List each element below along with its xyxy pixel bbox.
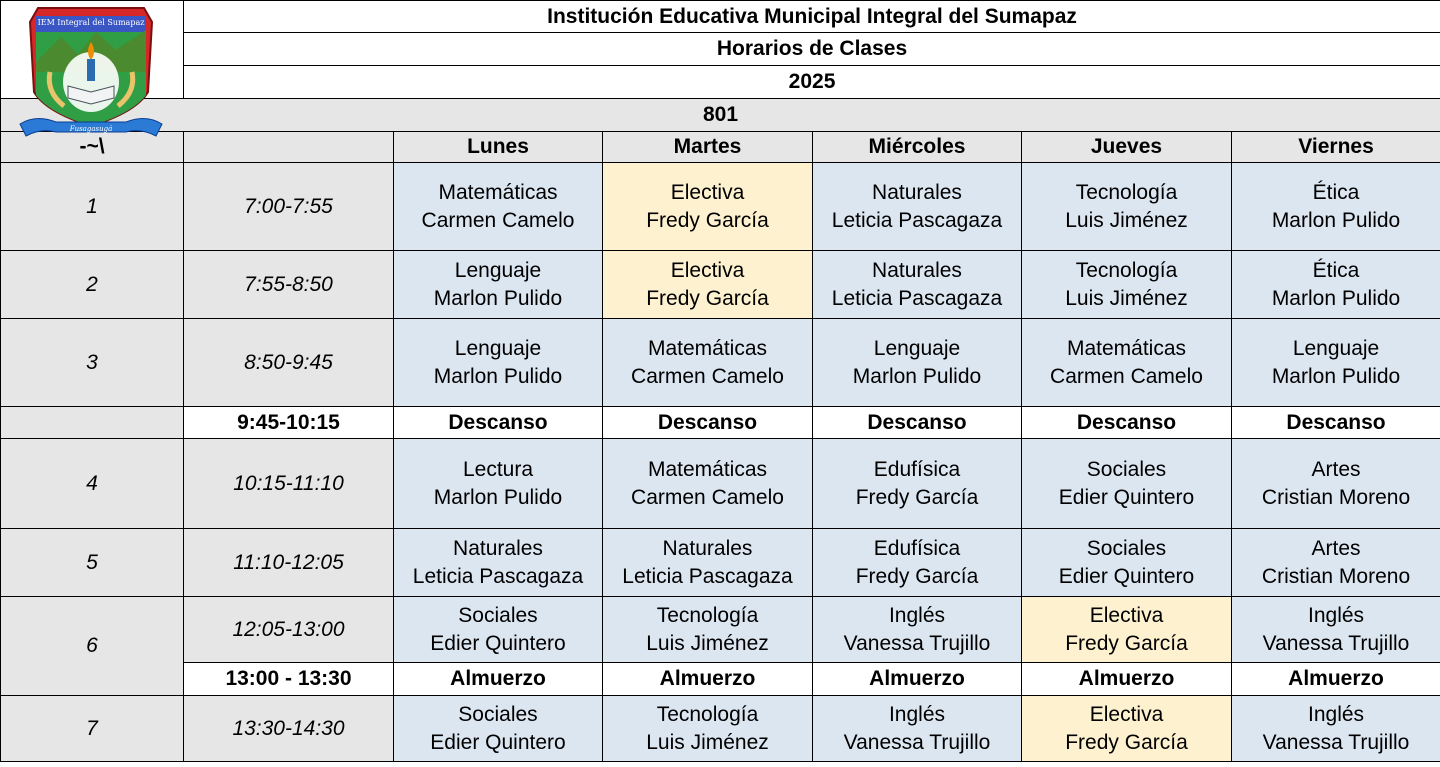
teacher: Luis Jiménez	[646, 730, 769, 754]
subject: Matemáticas	[1066, 336, 1187, 360]
day-header: Jueves	[1022, 132, 1232, 163]
period-number: 2	[1, 251, 184, 319]
subject: Electiva	[670, 258, 745, 282]
break-number-cell	[1, 407, 184, 439]
class-cell	[1232, 163, 1440, 251]
class-cell	[603, 696, 813, 762]
class-cell	[813, 319, 1022, 407]
teacher: Carmen Camelo	[631, 364, 784, 388]
day-header-row	[1, 132, 1440, 163]
teacher: Fredy García	[855, 485, 979, 509]
teacher: Carmen Camelo	[631, 485, 784, 509]
class-cell	[1232, 597, 1440, 663]
subject: Sociales	[1086, 536, 1167, 560]
subject: Sociales	[1086, 457, 1167, 481]
teacher: Vanessa Trujillo	[1262, 631, 1410, 655]
teacher: Edier Quintero	[1058, 485, 1195, 509]
logo-top-text: IEM Integral del Sumapaz	[37, 18, 145, 27]
period-number: 4	[1, 439, 184, 529]
break-time: 9:45-10:15	[184, 407, 394, 439]
period-time: 7:00-7:55	[184, 163, 394, 251]
class-cell	[813, 439, 1022, 529]
period-row	[1, 439, 1440, 529]
class-cell	[394, 163, 603, 251]
teacher: Leticia Pascagaza	[831, 208, 1003, 232]
class-cell	[1232, 439, 1440, 529]
subject: Ética	[1312, 180, 1360, 204]
subject: Artes	[1311, 536, 1361, 560]
lunch-row	[1, 663, 1440, 696]
class-cell	[1022, 439, 1232, 529]
period-number: 3	[1, 319, 184, 407]
subject: Matemáticas	[438, 180, 558, 204]
subject: Inglés	[888, 603, 946, 627]
period-row	[1, 597, 1440, 663]
class-cell	[1232, 319, 1440, 407]
class-cell	[813, 163, 1022, 251]
schedule-subtitle: Horarios de Clases	[184, 33, 1440, 66]
teacher: Fredy García	[1065, 730, 1188, 754]
subject: Electiva	[670, 180, 745, 204]
time-header-cell	[184, 132, 394, 163]
corner-cell: -~\	[1, 132, 184, 163]
teacher: Marlon Pulido	[433, 485, 563, 509]
lunch-label: Almuerzo	[1232, 663, 1440, 696]
class-cell	[394, 319, 603, 407]
subject: Tecnología	[656, 702, 759, 726]
subject: Lenguaje	[454, 258, 542, 282]
subject: Inglés	[1308, 603, 1365, 627]
class-cell	[1232, 696, 1440, 762]
subject: Electiva	[1089, 702, 1164, 726]
teacher: Cristian Moreno	[1261, 564, 1411, 588]
teacher: Carmen Camelo	[421, 208, 575, 232]
teacher: Marlon Pulido	[1271, 208, 1401, 232]
class-cell	[394, 597, 603, 663]
school-crest-logo	[16, 2, 166, 139]
teacher: Vanessa Trujillo	[843, 730, 991, 754]
period-row	[1, 163, 1440, 251]
teacher: Vanessa Trujillo	[1262, 730, 1410, 754]
class-cell	[813, 529, 1022, 597]
day-header: Miércoles	[813, 132, 1022, 163]
period-row	[1, 696, 1440, 762]
teacher: Fredy García	[646, 286, 769, 310]
subject: Naturales	[872, 180, 962, 204]
subject: Lenguaje	[1292, 336, 1380, 360]
teacher: Edier Quintero	[430, 730, 566, 754]
teacher: Marlon Pulido	[1271, 286, 1401, 310]
group-label: 801	[1, 99, 1440, 132]
period-time: 8:50-9:45	[184, 319, 394, 407]
subject: Artes	[1311, 457, 1361, 481]
class-cell	[603, 597, 813, 663]
class-cell	[603, 319, 813, 407]
teacher: Vanessa Trujillo	[843, 631, 991, 655]
period-number: 7	[1, 696, 184, 762]
break-label: Descanso	[813, 407, 1022, 439]
subject: Tecnología	[1075, 180, 1178, 204]
class-cell	[394, 439, 603, 529]
teacher: Luis Jiménez	[1065, 286, 1188, 310]
subject: Naturales	[453, 536, 543, 560]
teacher: Carmen Camelo	[1050, 364, 1203, 388]
lunch-label: Almuerzo	[603, 663, 813, 696]
day-header: Viernes	[1232, 132, 1440, 163]
class-cell	[1232, 529, 1440, 597]
period-row	[1, 251, 1440, 319]
period-row	[1, 319, 1440, 407]
class-cell	[1022, 696, 1232, 762]
class-cell	[813, 597, 1022, 663]
teacher: Fredy García	[855, 564, 979, 588]
class-cell	[394, 251, 603, 319]
class-cell	[1022, 251, 1232, 319]
period-time: 7:55-8:50	[184, 251, 394, 319]
teacher: Marlon Pulido	[1271, 364, 1401, 388]
subject: Tecnología	[1075, 258, 1178, 282]
period-time: 12:05-13:00	[184, 597, 394, 663]
day-header: Lunes	[394, 132, 603, 163]
subject: Ética	[1312, 258, 1360, 282]
logo-ribbon-text: Fusagasugá	[69, 125, 113, 133]
break-label: Descanso	[1022, 407, 1232, 439]
class-cell	[1022, 597, 1232, 663]
teacher: Marlon Pulido	[433, 286, 563, 310]
subject: Matemáticas	[647, 336, 768, 360]
year-label: 2025	[184, 66, 1440, 99]
subject: Edufísica	[873, 457, 961, 481]
teacher: Edier Quintero	[1058, 564, 1195, 588]
teacher: Fredy García	[1065, 631, 1188, 655]
class-cell	[1022, 163, 1232, 251]
class-cell	[1022, 319, 1232, 407]
subject: Matemáticas	[647, 457, 768, 481]
period-time: 13:30-14:30	[184, 696, 394, 762]
teacher: Luis Jiménez	[1065, 208, 1188, 232]
subject: Lectura	[462, 457, 534, 481]
lunch-time: 13:00 - 13:30	[184, 663, 394, 696]
subject: Tecnología	[656, 603, 759, 627]
subject: Sociales	[458, 603, 538, 627]
subject: Naturales	[662, 536, 753, 560]
lunch-label: Almuerzo	[1022, 663, 1232, 696]
teacher: Fredy García	[646, 208, 769, 232]
break-row	[1, 407, 1440, 439]
subject: Inglés	[1308, 702, 1365, 726]
period-time: 10:15-11:10	[184, 439, 394, 529]
teacher: Marlon Pulido	[433, 364, 563, 388]
lunch-label: Almuerzo	[394, 663, 603, 696]
period-number: 6	[1, 597, 184, 696]
institution-title: Institución Educativa Municipal Integral del Sumapaz	[184, 1, 1440, 33]
teacher: Leticia Pascagaza	[622, 564, 793, 588]
subject: Lenguaje	[873, 336, 961, 360]
teacher: Edier Quintero	[430, 631, 566, 655]
teacher: Leticia Pascagaza	[831, 286, 1003, 310]
class-cell	[394, 696, 603, 762]
class-cell	[813, 696, 1022, 762]
period-time: 11:10-12:05	[184, 529, 394, 597]
class-cell	[603, 439, 813, 529]
teacher: Leticia Pascagaza	[412, 564, 584, 588]
class-cell	[603, 529, 813, 597]
class-cell	[603, 251, 813, 319]
day-header: Martes	[603, 132, 813, 163]
break-label: Descanso	[603, 407, 813, 439]
teacher: Marlon Pulido	[852, 364, 982, 388]
subject: Lenguaje	[454, 336, 542, 360]
break-label: Descanso	[1232, 407, 1440, 439]
class-cell	[1022, 529, 1232, 597]
subject: Naturales	[872, 258, 962, 282]
lunch-label: Almuerzo	[813, 663, 1022, 696]
class-cell	[813, 251, 1022, 319]
class-cell	[394, 529, 603, 597]
subject: Sociales	[458, 702, 538, 726]
period-row	[1, 529, 1440, 597]
teacher: Cristian Moreno	[1261, 485, 1411, 509]
break-label: Descanso	[394, 407, 603, 439]
class-cell	[1232, 251, 1440, 319]
subject: Edufísica	[873, 536, 961, 560]
subject: Inglés	[888, 702, 946, 726]
subject: Electiva	[1089, 603, 1164, 627]
period-number: 1	[1, 163, 184, 251]
class-cell	[603, 163, 813, 251]
period-number: 5	[1, 529, 184, 597]
teacher: Luis Jiménez	[646, 631, 769, 655]
